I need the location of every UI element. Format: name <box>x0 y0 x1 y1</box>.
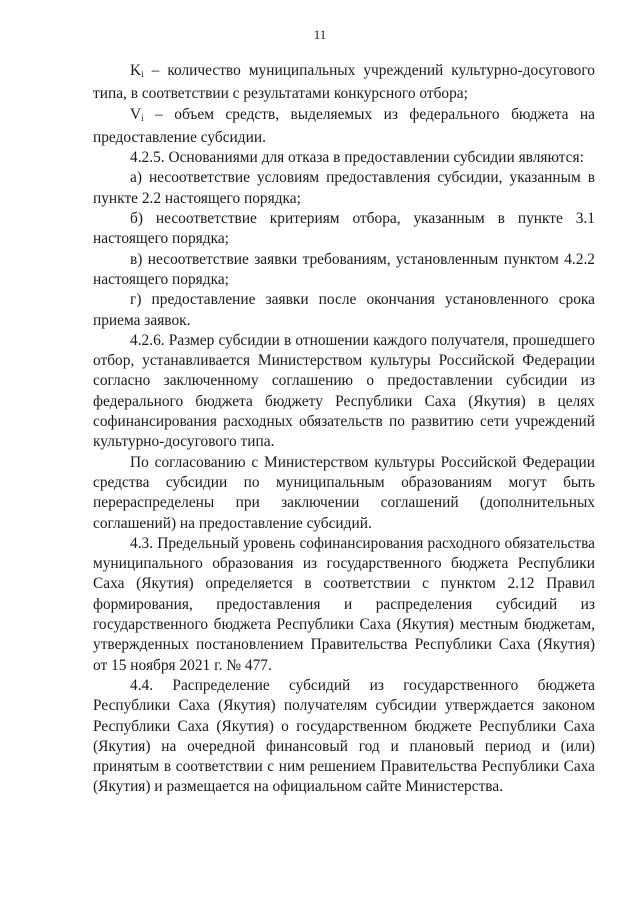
variable-v: V <box>130 105 142 123</box>
paragraph-text: – количество муниципальных учреждений культурно-досугового типа, в соответствии с результатами конкурсного отбора; <box>93 62 595 103</box>
paragraph-redistribution: По согласованию с Министерством культуры Российской Федерации средства субсидии по муниципальным образованиям могут быть перераспределены при заключении соглашений (дополнительных соглашений) на предоставление субсидий. <box>93 453 595 532</box>
list-item-a: а) несоответствие условиям предоставления субсидии, указанным в пункте 2.2 настоящего порядка; <box>93 169 595 207</box>
paragraph-ki-definition <box>93 61 595 105</box>
paragraph-vi-definition <box>93 105 595 149</box>
page-number: 11 <box>313 27 327 42</box>
list-item-g: г) предоставление заявки после окончания установленного срока приема заявок. <box>93 291 595 329</box>
paragraph-4-3: 4.3. Предельный уровень софинансирования расходного обязательства муниципального образования из государственного бюджета Республики Саха (Якутия) определяется в соответствии с пунктом 2.12 Правил формирования, предоставления и распределения субсидий из государственного бюджета Республики Саха (Якутия) местным бюджетам, утвержденных постановлением Правительства Республики Саха (Якутия) от 15 ноября 2021 г. № 477. <box>93 534 595 674</box>
paragraph-4-2-5: 4.2.5. Основаниями для отказа в предоставлении субсидии являются: <box>130 149 584 167</box>
body-text <box>93 61 595 798</box>
paragraph-text: – объем средств, выделяемых из федерального бюджета на предоставление субсидии. <box>93 105 595 146</box>
variable-v-subscript: i <box>141 112 144 123</box>
paragraph-4-2-6: 4.2.6. Размер субсидии в отношении каждого получателя, прошедшего отбор, устанавливается Министерством культуры Российской Федерации согласно заключенному соглашению о предоставлении субсидии из федерального бюджета бюджету Республики Саха (Якутия) в целях софинансирования расходных обязательств по развитию сети учреждений культурно-досугового типа. <box>93 331 595 451</box>
paragraph-4-4: 4.4. Распределение субсидий из государственного бюджета Республики Саха (Якутия) получателям субсидии утверждается законом Республики Саха (Якутия) о государственном бюджете Республики Саха (Якутия) на очередной финансовый год и плановый период и (или) принятым в соответствии с ним решением Правительства Республики Саха (Якутия) и размещается на официальном сайте Министерства. <box>93 676 595 796</box>
list-item-v: в) несоответствие заявки требованиям, установленным пунктом 4.2.2 настоящего порядка; <box>93 250 595 288</box>
list-item-b: б) несоответствие критериям отбора, указанным в пункте 3.1 настоящего порядка; <box>93 210 595 248</box>
variable-k-subscript: i <box>141 69 144 79</box>
variable-k: K <box>130 62 142 79</box>
